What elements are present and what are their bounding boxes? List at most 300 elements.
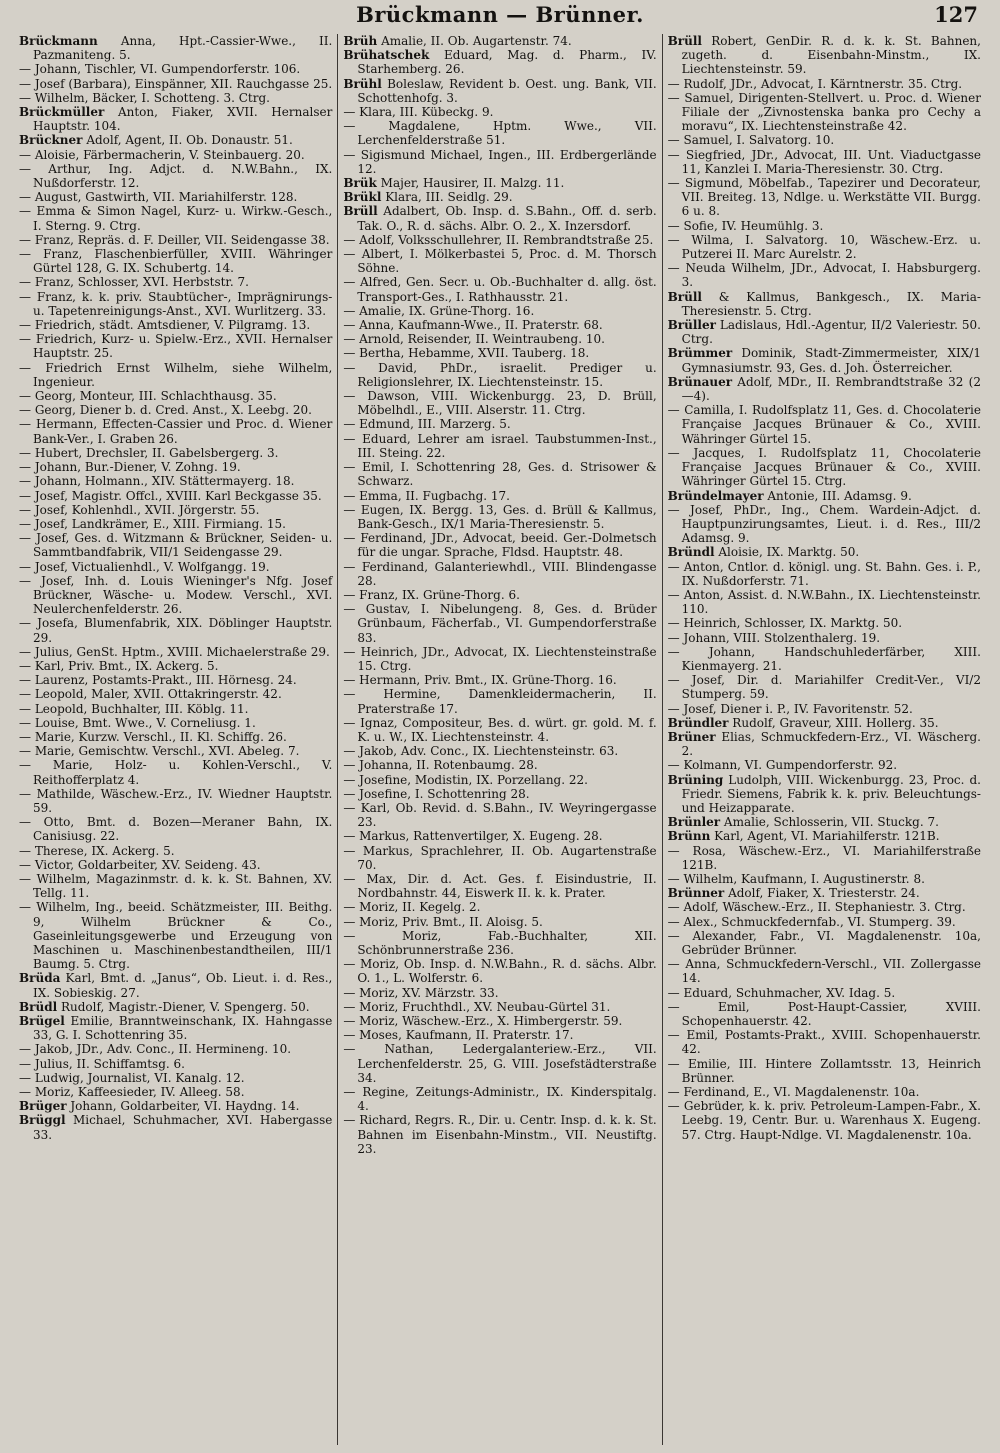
entry-text: — Markus, Sprachlehrer, II. Ob. Augartenstraße 70. [343,843,657,872]
entry-text: Karl, Agent, VI. Mariahilferstr. 121B. [710,829,940,844]
directory-entry [19,332,332,360]
directory-entry [19,489,332,503]
entry-text: — Johanna, II. Rotenbaumg. 28. [343,758,538,773]
directory-entry [668,503,981,546]
entry-text: — Siegfried, JDr., Advocat, III. Unt. Viaductgasse 11, Kanzlei I. Maria-Theresienstr. 30. Ctrg. [667,147,981,176]
directory-entry [343,687,656,715]
entry-surname: Brük [343,176,377,191]
directory-entry [668,148,981,176]
directory-entry [343,233,656,247]
entry-text: — Richard, Regrs. R., Dir. u. Centr. Insp. d. k. k. St. Bahnen im Eisenbahn-Minstm., VII. Neustiftg. 23. [343,1113,657,1156]
entry-text: — Moriz, II. Kegelg. 2. [343,900,481,915]
directory-entry [668,91,981,134]
entry-surname: Brükl [343,190,382,205]
directory-entry [19,389,332,403]
directory-entry [343,1113,656,1156]
directory-entry [19,233,332,247]
directory-entry [19,1014,332,1042]
directory-entry [343,929,656,957]
entry-text: — Franz, Flaschenbierfüller, XVIII. Währinger Gürtel 128, G. IX. Schubertg. 14. [19,247,333,276]
directory-entry [343,1085,656,1113]
entry-text: — Franz, IX. Grüne-Thorg. 6. [343,587,520,602]
directory-entry [343,1014,656,1028]
entry-text: — Moriz, Fruchthdl., XV. Neubau-Gürtel 31. [343,999,611,1014]
entry-text: — Anton, Assist. d. N.W.Bahn., IX. Liechtensteinstr. 110. [667,587,981,617]
directory-entry [19,275,332,289]
column-2 [337,34,661,1445]
directory-entry [343,304,656,318]
entry-text: — Emil, I. Schottenring 28, Ges. d. Strisower & Schwarz. [343,460,657,489]
entry-text: — Otto, Bmt. d. Bozen—Meraner Bahn, IX. Canisiusg. 22. [19,815,333,844]
directory-entry [19,1042,332,1056]
directory-entry [19,744,332,758]
entry-text: — Hermann, Effecten-Cassier und Proc. d. Wiener Bank-Ver., I. Graben 26. [19,417,333,446]
directory-entry [668,645,981,673]
directory-entry [19,872,332,900]
entry-text: — Emma & Simon Nagel, Kurz- u. Wirkw.-Gesch., I. Sterng. 9. Ctrg. [19,204,333,233]
entry-text: — Dawson, VIII. Wickenburgg. 23, D. Brüll, Möbelhdl., E., VIII. Alserstr. 11. Ctrg. [343,389,657,418]
entry-text: Rudolf, Graveur, XIII. Hollerg. 35. [728,715,939,730]
directory-entry [19,503,332,517]
entry-text: — Aloisie, Färbermacherin, V. Steinbauerg. 20. [19,147,305,162]
directory-entry [343,1028,656,1042]
entry-text: Antonie, III. Adamsg. 9. [763,488,912,503]
entry-text: — Ferdinand, Galanteriewhdl., VIII. Blindengasse 28. [343,559,657,588]
directory-entry [343,332,656,346]
directory-entry [668,375,981,403]
directory-entry [343,176,656,190]
directory-entry [343,801,656,829]
directory-entry [19,730,332,744]
directory-entry [19,162,332,190]
entry-text: — Karl, Priv. Bmt., IX. Ackerg. 5. [19,658,219,673]
directory-entry [668,900,981,914]
entry-text: — Markus, Rattenvertilger, X. Eugeng. 28. [343,829,603,844]
entry-text: — Hermine, Damenkleidermacherin, II. Praterstraße 17. [343,687,657,716]
entry-text: — Moriz, Priv. Bmt., II. Aloisg. 5. [343,914,543,929]
entry-surname: Brüner [667,729,716,744]
directory-entry [19,247,332,275]
entry-surname: Brügel [19,1014,65,1029]
directory-entry [19,1000,332,1014]
directory-entry [343,417,656,431]
entry-surname: Bründler [667,715,729,730]
entry-text: — Anton, Cntlor. d. königl. ung. St. Bahn. Ges. i. P., IX. Nußdorferstr. 71. [667,559,981,588]
entry-text: — Johann, Handschuhlederfärber, XIII. Kienmayerg. 21. [667,644,981,673]
directory-entry [343,787,656,801]
directory-entry [668,986,981,1000]
entry-surname: Brünn [667,829,711,844]
directory-entry [19,815,332,843]
entry-text: — Moriz, Kaffeesieder, IV. Alleeg. 58. [19,1085,245,1100]
entry-surname: Brüger [19,1099,67,1114]
directory-entry [19,616,332,644]
entry-text: — Kolmann, VI. Gumpendorferstr. 92. [667,758,898,773]
directory-entry [343,844,656,872]
directory-entry [668,560,981,588]
directory-entry [19,290,332,318]
directory-entry [19,702,332,716]
entry-text: — Samuel, I. Salvatorg. 10. [667,133,835,148]
entry-text: — Max, Dir. d. Act. Ges. f. Eisindustrie, II. Nordbahnstr. 44, Eiswerk II. k. k. Prater. [343,871,657,901]
entry-text: — Emilie, III. Hintere Zollamtsstr. 13, Heinrich Brünner. [667,1056,981,1085]
entry-text: — Moriz, XV. Märzstr. 33. [343,985,499,1000]
entry-text: — Josef (Barbara), Einspänner, XII. Rauchgasse 25. [19,76,333,91]
entry-text: Ludolph, VIII. Wickenburgg. 23, Proc. d. Friedr. Siemens, Fabrik k. k. priv. Beleuchtungs- und Heizapparate. [681,772,981,815]
entry-text: — Emil, Postamts-Prakt., XVIII. Schopenhauerstr. 42. [667,1028,981,1057]
directory-entry [668,716,981,730]
entry-surname: Brüll [343,204,378,219]
entry-text: Aloisie, IX. Marktg. 50. [714,545,860,560]
directory-entry [668,957,981,985]
entry-text: — Wilhelm, Magazinmstr. d. k. k. St. Bahnen, XV. Tellg. 11. [19,871,333,901]
entry-text: — Karl, Ob. Revid. d. S.Bahn., IV. Weyringergasse 23. [343,800,657,830]
directory-entry [19,1085,332,1099]
directory-entry [19,560,332,574]
directory-entry [343,986,656,1000]
directory-entry [343,957,656,985]
entry-text: — Georg, Diener b. d. Cred. Anst., X. Leebg. 20. [19,403,312,418]
directory-entry [343,460,656,488]
directory-entry [668,489,981,503]
entry-surname: Brünauer [667,374,733,389]
directory-entry [343,744,656,758]
entry-text: — Neuda Wilhelm, JDr., Advocat, I. Habsburgerg. 3. [667,261,981,290]
directory-entry [19,900,332,971]
entry-surname: Brüller [667,318,716,333]
entry-text: — Josefine, I. Schottenring 28. [343,786,530,801]
directory-entry [668,346,981,374]
entry-text: — Louise, Bmt. Wwe., V. Corneliusg. 1. [19,715,256,730]
directory-entry [343,489,656,503]
entry-text: Boleslaw, Revident b. Oest. ung. Bank, VII. Schottenhofg. 3. [357,76,657,105]
entry-text: — Josef, Magistr. Offcl., XVIII. Karl Beckgasse 35. [19,488,322,503]
directory-entry [343,560,656,588]
directory-entry [19,148,332,162]
entry-text: — Moses, Kaufmann, II. Praterstr. 17. [343,1028,574,1043]
entry-text: — Julius, II. Schiffamtsg. 6. [19,1056,185,1071]
entry-surname: Brüll [667,34,702,48]
directory-entry [19,77,332,91]
directory-entry [19,687,332,701]
entry-text: — Julius, GenSt. Hptm., XVIII. Michaelerstraße 29. [19,644,330,659]
directory-entry [668,702,981,716]
entry-surname: Brüggl [19,1113,66,1128]
page-number: 127 [934,2,978,27]
directory-entry [343,1042,656,1085]
entry-text: — Ferdinand, E., VI. Magdalenenstr. 10a. [667,1085,920,1100]
directory-entry [343,915,656,929]
entry-text: — Rosa, Wäschew.-Erz., VI. Mariahilferstraße 121B. [667,843,981,872]
directory-entry [343,900,656,914]
entry-text: — Moriz, Ob. Insp. d. N.W.Bahn., R. d. sächs. Albr. O. 1., L. Wolferstr. 6. [343,957,657,986]
entry-text: — Friedrich Ernst Wilhelm, siehe Wilhelm, Ingenieur. [19,360,333,389]
directory-entry [343,432,656,460]
directory-entry [19,105,332,133]
directory-entry [343,773,656,787]
directory-entry [19,716,332,730]
entry-text: — Albert, I. Mölkerbastei 5, Proc. d. M. Thorsch Söhne. [343,247,657,276]
directory-entry [668,403,981,446]
entry-text: — Magdalene, Hptm. Wwe., VII. Lerchenfelderstraße 51. [343,119,657,148]
entry-text: — Hubert, Drechsler, II. Gabelsbergerg. 3. [19,445,279,460]
entry-text: — Ludwig, Journalist, VI. Kanalg. 12. [19,1070,245,1085]
directory-entry [343,48,656,76]
directory-entry [343,503,656,531]
entry-text: — Anna, Kaufmann-Wwe., II. Praterstr. 68. [343,318,603,333]
directory-entry [343,247,656,275]
entry-text: — Josef, PhDr., Ing., Chem. Wardein-Adjct. d. Hauptpunzirungsamtes, Lieut. i. d. Res., III/2 Adamsg. 9. [667,502,981,546]
entry-text: — Arthur, Ing. Adjct. d. N.W.Bahn., IX. Nußdorferstr. 12. [19,161,333,191]
directory-entry [19,645,332,659]
entry-text: — Marie, Holz- u. Kohlen-Verschl., V. Reithofferplatz 4. [19,758,333,787]
entry-text: — Josefa, Blumenfabrik, XIX. Döblinger Hauptstr. 29. [19,616,333,645]
entry-text: Adalbert, Ob. Insp. d. S.Bahn., Off. d. serb. Tak. O., R. d. sächs. Albr. O. 2., X. Inzersdorf. [357,204,657,233]
directory-entry [343,361,656,389]
entry-text: — Klara, III. Kübeckg. 9. [343,105,494,120]
directory-entry [343,389,656,417]
entry-text: — Sofie, IV. Heumühlg. 3. [667,218,824,233]
entry-text: — Jakob, JDr., Adv. Conc., II. Hermineng. 10. [19,1042,292,1057]
entry-text: — Laurenz, Postamts-Prakt., III. Hörnesg. 24. [19,673,297,688]
entry-text: Adolf, Agent, II. Ob. Donaustr. 51. [82,133,293,148]
directory-entry [668,773,981,816]
directory-entry [668,929,981,957]
entry-text: — Franz, k. k. priv. Staubtücher-, Imprägnirungs- u. Tapetenreinigungs-Anst., XVI. Wurlitzerg. 33. [19,289,333,318]
directory-entry [668,446,981,489]
entry-text: — Samuel, Dirigenten-Stellvert. u. Proc. d. Wiener Filiale der „Zivnostenska banka pro Cechy a moravu“, IX. Liechtensteinstraße 42. [667,90,981,134]
directory-entry [668,886,981,900]
column-1 [14,34,337,1445]
directory-entry [668,588,981,616]
directory-entry [668,1085,981,1099]
running-head: Brückmann — Brünner. [356,2,644,27]
directory-entry [19,1113,332,1141]
directory-entry [668,815,981,829]
directory-entry [19,361,332,389]
directory-entry [19,403,332,417]
entry-text: — Josefine, Modistin, IX. Porzellang. 22. [343,772,588,787]
entry-text: — Mathilde, Wäschew.-Erz., IV. Wiedner Hauptstr. 59. [19,786,333,815]
entry-text: — Georg, Monteur, III. Schlachthausg. 35. [19,389,277,404]
directory-entry [668,758,981,772]
entry-text: Eduard, Mag. d. Pharm., IV. Starhemberg. 26. [357,48,657,77]
entry-text: — Gustav, I. Nibelungeng. 8, Ges. d. Brüder Grünbaum, Fächerfab., VI. Gumpendorferstraße 83. [343,602,657,645]
entry-surname: Brüda [19,971,61,986]
directory-entry [668,1057,981,1085]
entry-text: — Marie, Gemischtw. Verschl., XVI. Abeleg. 7. [19,744,300,759]
directory-entry [343,602,656,645]
entry-text: — Hermann, Priv. Bmt., IX. Grüne-Thorg. 16. [343,673,617,688]
directory-entry [343,531,656,559]
entry-text: — Heinrich, JDr., Advocat, IX. Liechtensteinstraße 15. Ctrg. [343,644,657,673]
entry-text: — David, PhDr., israelit. Prediger u. Religionslehrer, IX. Liechtensteinstr. 15. [343,360,657,389]
directory-entry [19,62,332,76]
entry-surname: Bründelmayer [667,488,764,503]
directory-entry [668,673,981,701]
entry-text: — Ignaz, Compositeur, Bes. d. würt. gr. gold. M. f. K. u. W., IX. Liechtensteinstr. 4. [343,715,657,744]
entry-text: Anton, Fiaker, XVII. Hernalser Hauptstr. 104. [33,105,333,134]
entry-text: — Franz, Repräs. d. F. Deiller, VII. Seidengasse 38. [19,232,330,247]
directory-entry [343,872,656,900]
entry-surname: Brünler [667,815,721,830]
entry-text: Majer, Hausirer, II. Malzg. 11. [376,176,565,191]
entry-text: — Josef, Victualienhdl., V. Wolfgangg. 19. [19,559,270,574]
directory-entry [668,872,981,886]
directory-entry [19,1071,332,1085]
entry-text: — Emma, II. Fugbachg. 17. [343,488,510,503]
directory-entry [19,474,332,488]
entry-text: — Josef, Kohlenhdl., XVII. Jörgerstr. 55. [19,502,260,517]
directory-entry [19,417,332,445]
directory-columns [14,34,986,1445]
entry-text: Johann, Goldarbeiter, VI. Haydng. 14. [66,1099,300,1114]
entry-text: — Johann, Tischler, VI. Gumpendorferstr. 106. [19,62,301,77]
entry-text: — Moriz, Fab.-Buchhalter, XII. Schönbrunnerstraße 236. [343,928,657,957]
entry-surname: Brüdl [19,999,58,1014]
directory-entry [668,233,981,261]
directory-entry [668,545,981,559]
entry-text: — Josef, Ges. d. Witzmann & Brückner, Seiden- u. Sammtbandfabrik, VII/1 Seidengasse 29. [19,531,333,560]
directory-entry [668,77,981,91]
entry-text: — Rudolf, JDr., Advocat, I. Kärntnerstr. 35. Ctrg. [667,76,963,91]
entry-text: — Wilhelm, Ing., beeid. Schätzmeister, III. Beithg. 9, Wilhelm Brückner & Co., Gaseinleitungsgewerbe und Erzeugung von Maschinen u. Maschinenbestandtheilen, III/1 Baumg. 5. Ctrg. [19,900,333,972]
entry-text: — Josef, Diener i. P., IV. Favoritenstr. 52. [667,701,913,716]
entry-surname: Brüll [667,289,702,304]
directory-entry [343,716,656,744]
directory-entry [668,318,981,346]
entry-text: — Eduard, Lehrer am israel. Taubstummen-Inst., III. Steing. 22. [343,431,657,460]
entry-text: — Adolf, Volksschullehrer, II. Rembrandtstraße 25. [343,232,654,247]
entry-text: Amalie, II. Ob. Augartenstr. 74. [377,34,572,48]
entry-text: — Josef, Landkrämer, E., XIII. Firmiang. 15. [19,516,286,531]
directory-entry [668,915,981,929]
entry-text: Adolf, MDr., II. Rembrandtstraße 32 (2—4). [681,374,981,404]
directory-entry [19,574,332,617]
entry-text: — Leopold, Maler, XVII. Ottakringerstr. 42. [19,687,282,702]
entry-text: — Friedrich, städt. Amtsdiener, V. Pilgramg. 13. [19,318,311,333]
entry-text: — Alex., Schmuckfedernfab., VI. Stumperg. 39. [667,914,956,929]
directory-entry [668,1028,981,1056]
directory-entry [668,844,981,872]
entry-surname: Brümmer [667,346,733,361]
entry-text: — Alexander, Fabr., VI. Magdalenenstr. 10a, Gebrüder Brünner. [667,928,981,957]
directory-entry [19,91,332,105]
entry-text: — Victor, Goldarbeiter, XV. Seideng. 43. [19,857,261,872]
entry-text: Michael, Schuhmacher, XVI. Habergasse 33. [33,1113,333,1142]
entry-text: — Bertha, Hebamme, XVII. Tauberg. 18. [343,346,590,361]
entry-text: — Wilma, I. Salvatorg. 10, Wäschew.-Erz. u. Putzerei II. Marc Aurelstr. 2. [667,232,981,262]
directory-entry [19,844,332,858]
entry-text: — Johann, Holmann., XIV. Stättermayerg. 18. [19,474,295,489]
entry-surname: Brückmüller [19,105,105,120]
entry-text: — Franz, Schlosser, XVI. Herbststr. 7. [19,275,249,290]
entry-text: — Moriz, Wäschew.-Erz., X. Himbergerstr. 59. [343,1014,623,1029]
entry-surname: Brückmann [19,34,98,48]
column-3 [662,34,986,1445]
directory-entry [19,971,332,999]
entry-text: — Camilla, I. Rudolfsplatz 11, Ges. d. Chocolaterie Française Jacques Brünauer & Co., XVIII. Währinger Gürtel 15. [667,403,981,446]
directory-entry [19,787,332,815]
entry-text: — Leopold, Buchhalter, III. Köblg. 11. [19,701,249,716]
entry-text: Ladislaus, Hdl.-Agentur, II/2 Valeriestr. 50. Ctrg. [681,318,981,347]
directory-entry [19,318,332,332]
entry-surname: Brünner [667,886,725,901]
entry-text: — Josef, Dir. d. Mariahilfer Credit-Ver., VI/2 Stumperg. 59. [667,673,981,702]
directory-entry [343,318,656,332]
directory-entry [668,290,981,318]
directory-entry [343,77,656,105]
entry-text: — Johann, Bur.-Diener, V. Zohng. 19. [19,460,241,475]
entry-text: Amalie, Schlosserin, VII. Stuckg. 7. [720,815,939,830]
entry-text: — Wilhelm, Bäcker, I. Schotteng. 3. Ctrg. [19,90,270,105]
entry-text: — Jakob, Adv. Conc., IX. Liechtensteinstr. 63. [343,744,619,759]
directory-entry [343,34,656,48]
entry-text: & Kallmus, Bankgesch., IX. Maria-Theresienstr. 5. Ctrg. [681,289,981,318]
directory-entry [19,531,332,559]
directory-entry [19,446,332,460]
entry-text: Dominik, Stadt-Zimmermeister, XIX/1 Gymnasiumstr. 93, Ges. d. Joh. Österreicher. [681,346,981,375]
entry-text: Anna, Hpt.-Cassier-Wwe., II. Pazmaniteng. 5. [33,34,333,63]
directory-entry [668,829,981,843]
directory-entry [343,346,656,360]
directory-entry [343,275,656,303]
directory-entry [343,105,656,119]
directory-entry [668,631,981,645]
entry-surname: Brühl [343,76,382,91]
entry-text: — Edmund, III. Marzerg. 5. [343,417,511,432]
directory-entry [343,829,656,843]
directory-entry [19,659,332,673]
entry-surname: Brückner [19,133,83,148]
entry-text: — Amalie, IX. Grüne-Thorg. 16. [343,303,535,318]
entry-text: — Arnold, Reisender, II. Weintraubeng. 10. [343,332,605,347]
directory-entry [668,133,981,147]
entry-text: — Sigismund Michael, Ingen., III. Erdbergerlände 12. [343,147,657,176]
directory-entry [668,261,981,289]
entry-text: Adolf, Fiaker, X. Triesterstr. 24. [724,886,920,901]
directory-entry [19,190,332,204]
directory-entry [19,204,332,232]
entry-text: — Gebrüder, k. k. priv. Petroleum-Lampen-Fabr., X. Leebg. 19, Centr. Bur. u. Warenhaus X. Eugeng. 57. Ctrg. Haupt-Ndlge. VI. Magdalenenstr. 10a. [667,1099,981,1142]
entry-text: — Regine, Zeitungs-Administr., IX. Kinderspitalg. 4. [343,1085,657,1114]
entry-text: — Emil, Post-Haupt-Cassier, XVIII. Schopenhauerstr. 42. [667,999,981,1029]
directory-entry [343,119,656,147]
entry-text: — Alfred, Gen. Secr. u. Ob.-Buchhalter d. allg. öst. Transport-Ges., I. Rathhausstr. 21. [343,275,657,304]
entry-surname: Brüh [343,34,378,48]
entry-text: — Eugen, IX. Bergg. 13, Ges. d. Brüll & Kallmus, Bank-Gesch., IX/1 Maria-Theresienstr. 5. [343,502,657,531]
entry-text: — Ferdinand, JDr., Advocat, beeid. Ger.-Dolmetsch für die ungar. Sprache, Fldsd. Hauptstr. 48. [343,531,657,560]
entry-text: Rudolf, Magistr.-Diener, V. Spengerg. 50. [57,999,310,1014]
directory-entry [668,219,981,233]
entry-text: — Jacques, I. Rudolfsplatz 11, Chocolaterie Française Jacques Brünauer & Co., XVIII. Währinger Gürtel 15. Ctrg. [667,445,981,489]
directory-entry [343,190,656,204]
directory-entry [343,1000,656,1014]
entry-text: — Sigmund, Möbelfab., Tapezirer und Decorateur, VII. Breiteg. 13, Ndlge. u. Werkstätte VII. Burgg. 6 u. 8. [667,176,981,219]
directory-entry [19,460,332,474]
entry-text: — Heinrich, Schlosser, IX. Marktg. 50. [667,616,903,631]
directory-entry [19,34,332,62]
directory-entry [19,133,332,147]
directory-entry [668,730,981,758]
directory-entry [19,758,332,786]
entry-text: Elias, Schmuckfedern-Erz., VI. Wäscherg. 2. [681,729,981,759]
directory-entry [668,176,981,219]
directory-entry [668,1000,981,1028]
entry-surname: Brüning [667,772,724,787]
directory-entry [343,148,656,176]
entry-text: — Friedrich, Kurz- u. Spielw.-Erz., XVII. Hernalser Hauptstr. 25. [19,332,333,361]
